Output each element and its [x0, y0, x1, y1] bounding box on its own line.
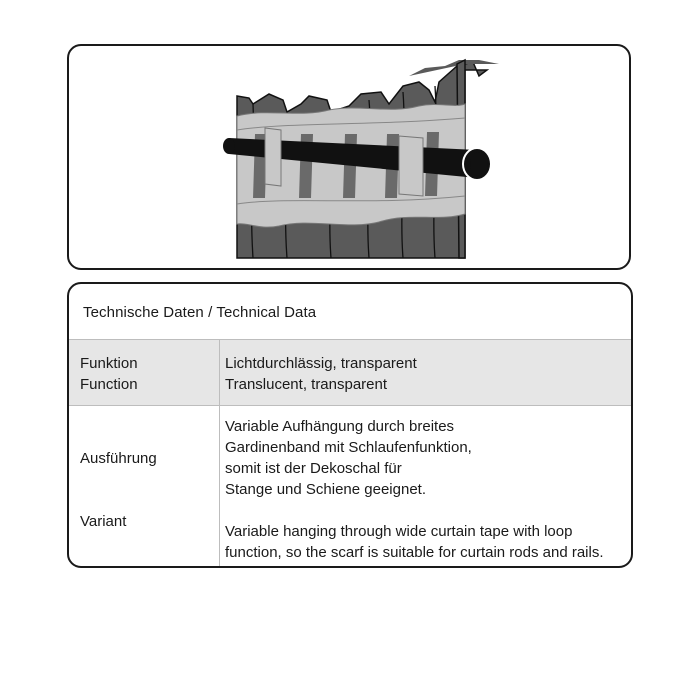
function-label: Funktion Function [80, 355, 138, 393]
table-title: Technische Daten / Technical Data [83, 304, 317, 321]
variant-en-line: function, so the scarf is suitable for curtain rods and rails. [225, 544, 604, 561]
variant-value-de [225, 416, 472, 500]
variant-value-en [225, 521, 604, 563]
variant-de-line: Gardinenband mit Schlaufenfunktion, [225, 439, 472, 456]
curtain-on-rod-illustration [69, 46, 633, 272]
variant-label-de: Ausführung [80, 450, 157, 467]
illustration-panel [67, 44, 631, 270]
variant-de-line: Stange und Schiene geeignet. [225, 481, 426, 498]
variant-de-line: Variable Aufhängung durch breites [225, 418, 455, 435]
variant-en-line: Variable hanging through wide curtain tape with loop [225, 523, 573, 540]
column-divider [219, 339, 220, 566]
variant-label-en: Variant [80, 513, 127, 530]
technical-data-table [67, 282, 633, 568]
function-value: Lichtdurchlässig, transparent Translucent, transparent [225, 355, 417, 393]
variant-de-line: somit ist der Dekoschal für [225, 460, 402, 477]
